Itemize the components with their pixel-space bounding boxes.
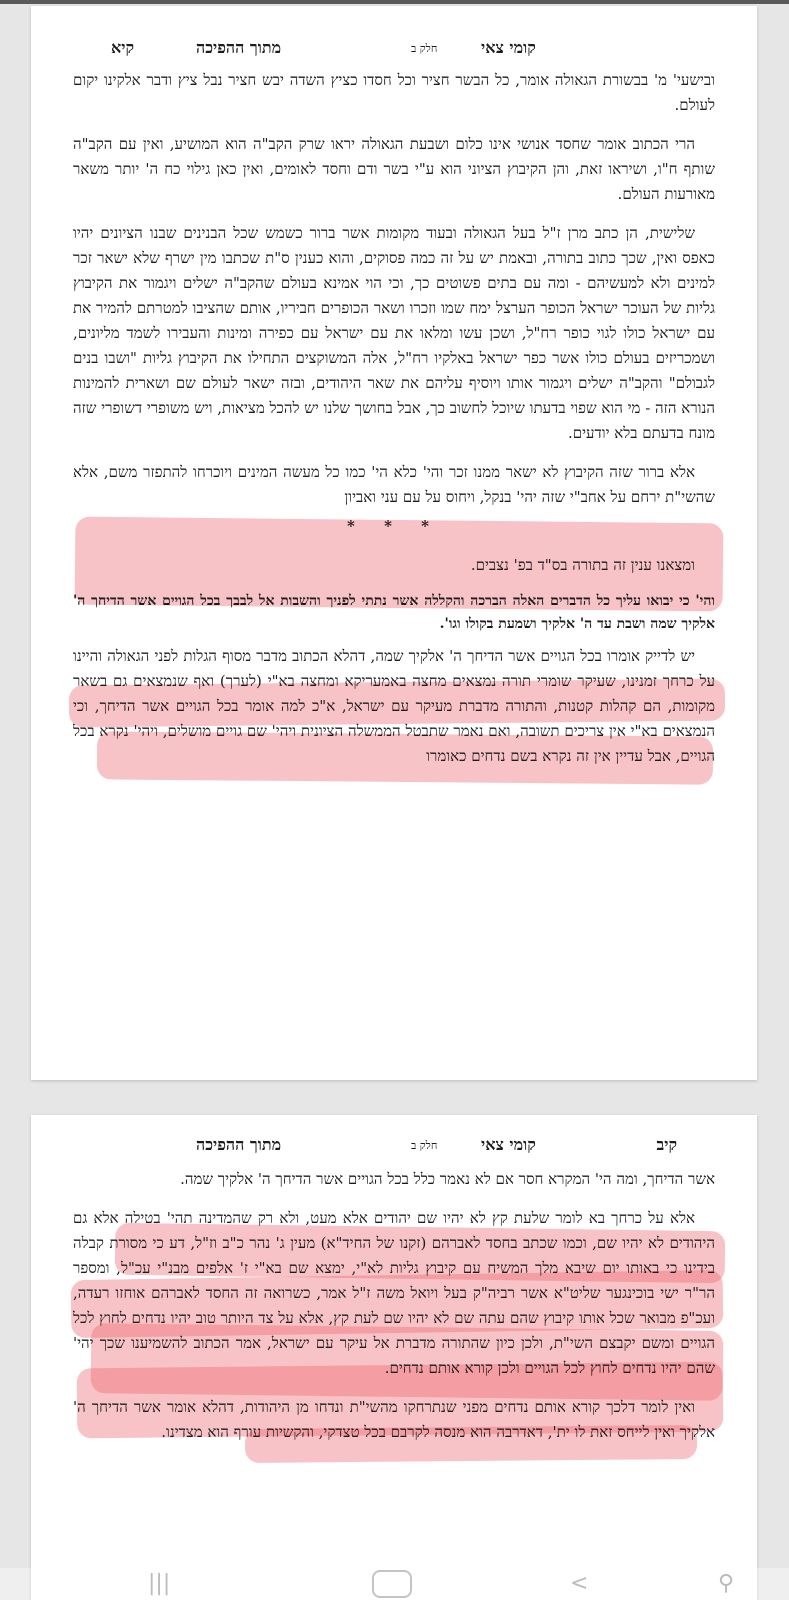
paragraph: אלא על כרחך בא לומר שלעת קץ לא יהיו שם יהודים אלא מעט, ולא רק שהמדינה תהי' בטילה אלא גם היהודים לא יהיו שם, וכמו שכתב בחסד לאברהם (זקנו של החיד"א) מעין ג' נהר כ"ב וז"ל, דע כי מסורת קבלה בידינו כי באותו יום שיבא מלך המשיח עם קיבוץ גליות לא"י, ימצא שם בא"י ז' אלפים מבנ"י עכ"ל, ומספר הר"ר ישי בוכינגער שליט"א אשר רביה"ק בעל ויואל משה ז"ל אמר, כשרואה זה החסד לאברהם אוחזו רעדה, ועכ"פ מבואר שכל אותו קיבוץ שהם עתה שם לא יהיו שם לעת קץ, אלא על צד היותר טוב יהיו נדחים לחוץ לכל הגויים ומשם יקבצם השי"ת, ולכן כיון שהתורה מדברת אל עיקר עם ישראל, אמר הכתוב להשמיענו שכך יהי' שהם יהיו נדחים לחוץ לכל הגויים ולכן קורא אותם נדחים. (73, 1209, 715, 1377)
book-title: קומי צאי (481, 1135, 536, 1154)
back-chevron-icon[interactable]: < (570, 1571, 589, 1596)
document-page-2 (31, 1115, 757, 1600)
part-label: חלק ב (411, 42, 438, 55)
page-body (73, 68, 715, 783)
document-page-1 (31, 6, 757, 1080)
scripture-verse: והי' כי יבואו עליך כל הדברים האלה הברכה והקללה אשר נתתי לפניך והשבות אל לבבך בכל הגויים אשר הדיחך ה' אלקיך שמה ושבת עד ה' אלקיך ושמעת בקולו וגו'. (73, 593, 715, 632)
paragraph: ובישעי' מ' בבשורת הגאולה אומר, כל הבשר חציר וכל חסדו כציץ השדה יבש חציר נבל ציץ ודבר אלקינו יקום לעולם. (73, 71, 715, 114)
page-number: קיא (111, 38, 135, 57)
part-label: חלק ב (411, 1139, 438, 1152)
home-button-icon[interactable] (372, 1570, 412, 1598)
paragraph: יש לדייק אומרו בכל הגויים אשר הדיחך ה' אלקיך שמה, דהלא הכתוב מדבר מסוף הגלות לפני הגאולה והיינו על כרחך זמנינו, שעיקר שומרי תורה נמצאים מחצה באמעריקא ומחצה בא"י (לערך) ואף שנמצאים גם בשאר מקומות, הם קהלות קטנות, והתורה מדברת מעיקר עם ישראל, א"כ למה אומר בכל הגויים אשר הדיחך, וכי הנמצאים בא"י אין צריכים תשובה, ואם נאמר שתבטל הממשלה הציונית ויהי' שם גויים מושלים, ויהי' נקרא בכל הגויים, אבל עדיין אין זה נקרא בשם נדחים כאומרו (73, 647, 715, 765)
paragraph: אשר הדיחך, ומה הי' המקרא חסר אם לא נאמר כלל בכל הגויים אשר הדיחך ה' אלקיך שמה. (180, 1170, 715, 1188)
paragraph: הרי הכתוב אומר שחסד אנושי אינו כלום ושבעת הגאולה יראו שרק הקב"ה הוא המושיע, ואין עם הקב"ה שותף ח"ו, ושיראו זאת, והן הקיבוץ הציוני הוא ע"י בשר ודם וחסד לאומים, ואין כאן גילוי כח ה' יותר משאר מאורעות העולם. (73, 135, 715, 203)
paragraph: ואין לומר דלכך קורא אותם נדחים מפני שנתרחקו מהשי"ת ונדחו מן היהודות, דהלא אומר אשר הדיחך ה' אלקיך ואין לייחס זאת לו ית', דאדרבה הוא מנסה לקרבם בכל טצדקי, והקשיות עורף הוא מצדינו. (73, 1398, 715, 1441)
page-header (111, 1135, 677, 1165)
system-navigation-bar (0, 1568, 789, 1600)
chapter-title: מתוך ההפיכה (196, 38, 282, 57)
section-divider: * * * (347, 517, 441, 535)
section-intro: ומצאנו ענין זה בתורה בס"ד בפ' נצבים. (470, 556, 695, 574)
recent-apps-icon[interactable]: ||| (148, 1571, 171, 1596)
paragraph: שלישית, הן כתב מרן ז"ל בעל הגאולה ובעוד מקומות אשר ברור כשמש שכל הבנינים שבנו הציונים יהיו כאפס ואין, שכך כתוב בתורה, ובאמת יש על זה כמה פסוקים, והוא כענין ס"ת שכתבו מין ישרף שלא ישאר זכר למינים ולא למעשיהם - ומה עם בתים פשוטים כך, וכי הוי אמינא בעולם שהקב"ה ישלים ויגמור את הקיבוץ גליות של העוכר ישראל הכופר הערצל ימח שמו וזכרו ושאר הכופרים חביריו, אותם שהציבו למטרתם להמיר את עם ישראל כולו לגוי כופר רח"ל, ושכן עשו ומלאו את עם ישראל עם כפירה ומינות והעבירו לשמד מליונים, ושמכריזים בעולם כולו אשר כפר ישראל באלקיו רח"ל, אלה המשוקצים התחילו את הקיבוץ גליות "ושבו בנים לגבולם" והקב"ה ישלים ויגמור אותו ויוסיף עליהם את שאר היהודים, ובזה ישאר לעולם שם ושארית להמינות הנורא הזה - מי הוא שפוי בדעתו שיוכל לחשוב כך, אבל בחושך שלנו יש להכל מציאות, ויש משופרי דשופרי שזה מונח בדעתם בלא יודעים. (73, 224, 715, 442)
page-body (73, 1167, 715, 1459)
book-title: קומי צאי (481, 38, 536, 57)
chapter-title: מתוך ההפיכה (196, 1135, 282, 1154)
page-number: קיב (656, 1135, 677, 1154)
page-header (111, 38, 677, 68)
paragraph: אלא ברור שזה הקיבוץ לא ישאר ממנו זכר והי' כלא הי' כמו כל מעשה המינים ויוכרחו להתפזר משם, אלא שהשי"ת ירחם על אחב"י שזה יהי' בנקל, ויחוס על עם עני ואביון (73, 463, 715, 506)
accessibility-icon[interactable]: ⚲ (718, 1571, 735, 1596)
screen-top-edge (0, 0, 789, 4)
